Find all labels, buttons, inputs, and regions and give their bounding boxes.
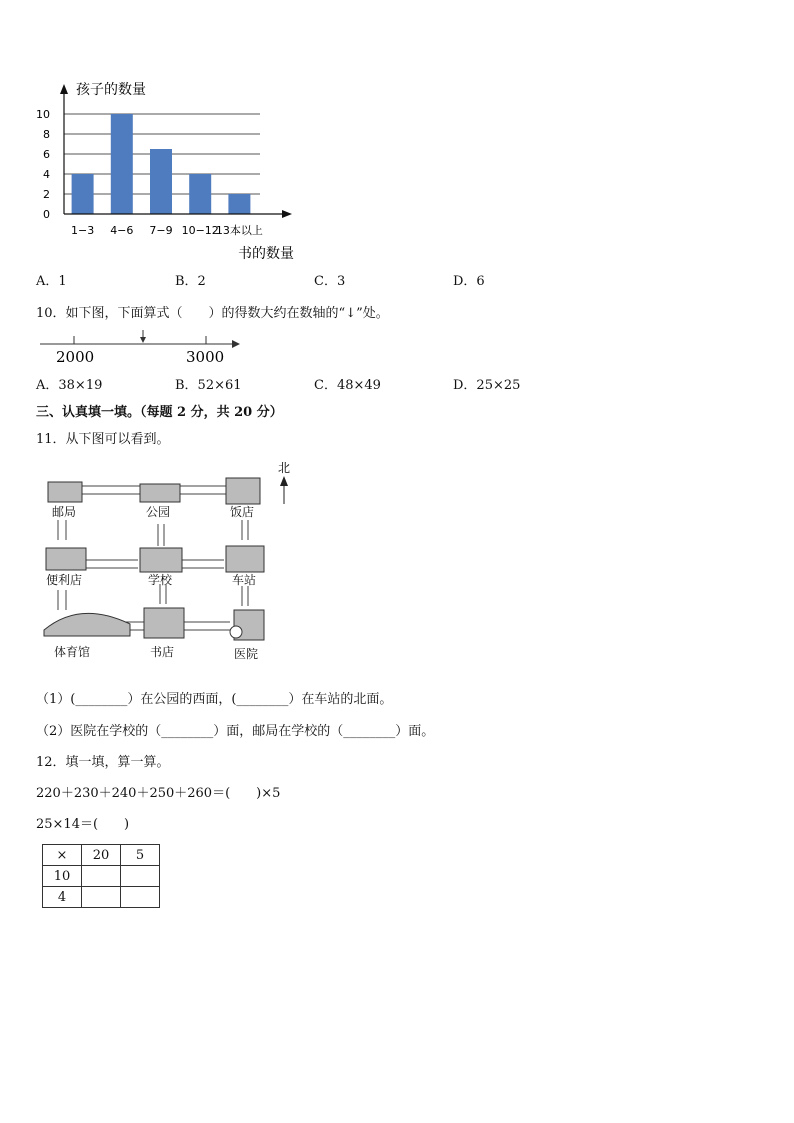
down-arrow-head-icon [140,337,146,343]
x-tick-label: 7−9 [149,224,173,237]
chart-axes [60,84,292,218]
q10-option-b[interactable]: B．52×61 [175,378,242,393]
bar [189,174,211,214]
bar [228,194,250,214]
q12-line-2[interactable]: 25×14＝( ) [36,817,130,832]
y-tick-label: 0 [43,208,50,221]
table-cell[interactable] [121,887,160,908]
x-axis-arrow-icon [282,210,292,218]
x-tick-label: 10−12 [181,224,219,237]
q10-option-d[interactable]: D．25×25 [453,378,521,393]
x-tick-label: 4−6 [110,224,134,237]
label-park: 公园 [146,505,171,519]
label-bookstore: 书店 [150,645,175,659]
y-tick-label: 8 [43,128,50,141]
school-icon [140,548,182,572]
bar [150,149,172,214]
post-office-icon [48,482,82,502]
y-tick-label: 2 [43,188,50,201]
town-map [30,460,300,670]
table-row [43,887,160,908]
multiplication-table [42,844,160,908]
label-gym: 体育馆 [54,645,91,659]
table-header-cell: 20 [82,845,121,866]
table-cell[interactable] [82,866,121,887]
station-icon [226,546,264,572]
table-header-cell: 5 [121,845,160,866]
x-tick-label: 1−3 [70,224,95,237]
x-tick-label: 13本以上 [215,224,263,237]
y-axis-arrow-icon [60,84,68,94]
y-tick-label: 10 [36,108,50,121]
number-line-right-label: 3000 [186,348,225,366]
chart-x-axis-label: 书的数量 [238,246,294,262]
north-label: 北 [278,461,291,475]
q9-option-a[interactable]: A．1 [36,274,67,289]
q12-line-1[interactable]: 220＋230＋240＋250＋260＝( )×5 [36,786,281,801]
label-restaurant: 饭店 [230,505,255,519]
bookstore-icon [144,608,184,638]
table-cell: 4 [43,887,82,908]
q11-sub-1[interactable]: （1）(________）在公园的西面，(________）在车站的北面。 [36,692,393,707]
label-post-office: 邮局 [52,505,77,519]
park-icon [140,484,180,502]
q9-option-c[interactable]: C．3 [314,274,346,289]
table-cell[interactable] [82,887,121,908]
table-cell[interactable] [121,866,160,887]
y-tick-label: 4 [43,168,50,181]
restaurant-icon [226,478,260,504]
bar [72,174,94,214]
q10-option-c[interactable]: C．48×49 [314,378,381,393]
chart-y-ticks [36,108,50,221]
table-row [43,866,160,887]
table-cell: 10 [43,866,82,887]
chart-bars [72,114,251,214]
y-tick-label: 6 [43,148,50,161]
q11-question: 11．从下图可以看到。 [36,432,170,447]
convenience-store-icon [46,548,86,570]
table-row [43,845,160,866]
label-convenience-store: 便利店 [46,573,83,587]
bar-chart [20,70,320,270]
q9-option-d[interactable]: D．6 [453,274,485,289]
q10-option-a[interactable]: A．38×19 [36,378,103,393]
label-station: 车站 [232,573,257,587]
q10-question: 10．如下图，下面算式（ ）的得数大约在数轴的“↓”处。 [36,306,389,321]
q11-sub-2[interactable]: （2）医院在学校的（________）面，邮局在学校的（________）面。 [36,724,435,739]
label-hospital: 医院 [234,647,259,661]
q12-question: 12．填一填，算一算。 [36,755,170,770]
gym-icon [44,613,130,636]
chart-x-ticks [71,223,263,237]
q9-option-b[interactable]: B．2 [175,274,206,289]
number-line [36,326,246,368]
section-3-title: 三、认真填一填。（每题 2 分，共 20 分） [36,405,283,420]
bar [111,114,133,214]
table-header-cell: × [43,845,82,866]
chart-y-axis-label: 孩子的数量 [76,82,146,98]
number-line-left-label: 2000 [56,348,95,366]
number-line-arrowhead [232,340,240,348]
label-school: 学校 [148,573,173,587]
